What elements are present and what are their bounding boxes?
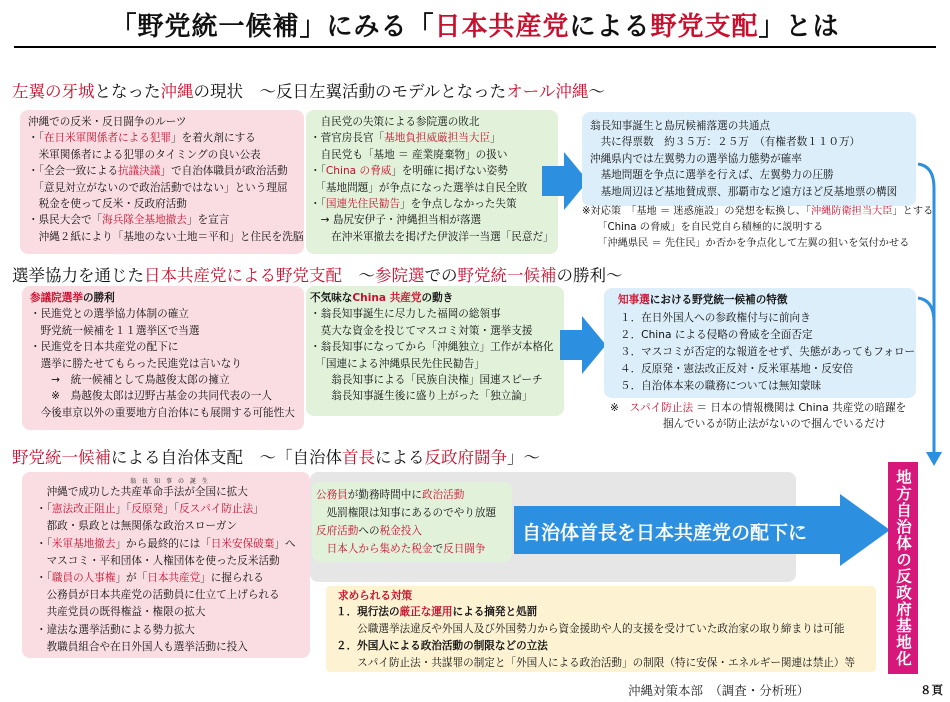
text-line: 反府活動への税金投入 <box>316 525 422 537</box>
text-line: 翁長知事誕生後に盛り上がった「独立論」 <box>310 390 533 403</box>
footer-credit: 沖縄対策本部 （調査・分析班） <box>628 683 810 698</box>
s3-green-text <box>316 486 496 558</box>
section2-heading: 選挙協力を通じた日本共産党による野党支配 ～参院選での野党統一候補の勝利～ <box>12 266 623 285</box>
text-line: 基地問題を争点に選挙を行えば、左翼勢力の圧勝 <box>590 169 834 182</box>
text-line: 在沖米軍撤去を掲げた伊波洋一当選「民意だ」 <box>310 230 554 243</box>
text-line: 公務員が勤務時間中に政治活動 <box>316 489 465 501</box>
s3-pink-text <box>36 484 296 656</box>
text-line: 莫大な資金を投じてマスコミ対策・選挙支援 <box>310 324 533 337</box>
text-line: 基地周辺ほど基地賛成票、那覇市など遠方ほど反基地票の構図 <box>590 185 898 198</box>
text-line: スパイ防止法・共謀罪の制定と「外国人による政治活動」の制限（特に安保・エネルギー関連は禁止）等 <box>336 657 856 669</box>
text-line: 「国連による沖縄県民先住民勧告」 <box>310 357 485 370</box>
band-label: 自治体首長を日本共産党の配下に <box>522 522 808 544</box>
s2-blue-header: 知事選における野党統一候補の特徴 <box>618 294 788 306</box>
s1-note <box>582 204 933 252</box>
text-line: ・翁長知事誕生に尽力した福岡の総領事 <box>310 308 501 321</box>
text-line: マスコミ・平和団体・人権団体を使った反米活動 <box>36 554 280 567</box>
text-line: 共に得票数 約３５万：２５万 （有権者数１１０万） <box>590 136 861 149</box>
s2-note <box>610 400 906 432</box>
text-line: ・違法な選挙活動による勢力拡大 <box>36 623 195 636</box>
text-line: 公職選挙法違反や外国人及び外国勢力から資金援助や人的支援を受けていた政治家の取り締まりは可能 <box>336 623 845 635</box>
text-line: 野党統一候補を１１選挙区で当選 <box>30 324 200 337</box>
text-line: ・民進党との選挙協力体制の確立 <box>30 308 189 321</box>
text-line: → 統一候補として鳥越俊太郎の擁立 <box>30 374 230 387</box>
text-line: 不気味なChina 共産党の動き <box>310 292 454 304</box>
s2-green-text <box>310 290 554 405</box>
text-line: 公務員が日本共産党の活動員に仕立て上げられる <box>36 589 280 602</box>
text-line: 「沖縄県民 ＝ 先住民」か否かを争点化して左翼の狙いを気付かせる <box>582 238 910 249</box>
text-line: 米軍関係者による犯罪のタイミングの良い公表 <box>28 148 261 161</box>
text-line: 自民党も「基地 ＝ 産業廃棄物」の扱い <box>310 148 508 161</box>
text-line: １．在日外国人への参政権付与に前向き <box>620 312 811 324</box>
text-line: ・「国連先住民勧告」を争点しなかった失策 <box>310 198 517 211</box>
text-line: ・「全会一致による抗議決議」で自治体職員が政治活動 <box>28 165 288 178</box>
title-underline <box>14 46 936 48</box>
s1-blue-text <box>590 118 897 200</box>
text-line: 沖縄で成功した共産革命手法が全国に拡大 <box>36 486 248 498</box>
text-line: ・「米軍基地撤去」から最終的には「日米安保破棄」へ <box>36 537 296 550</box>
text-line: ３．マスコミが否定的な報道をせず、失態があってもフォロー <box>620 346 916 358</box>
s2-blue-text <box>620 310 915 395</box>
text-line: ２．外国人による政治活動の制限などの立法 <box>336 640 548 652</box>
s2-pink-text <box>30 290 295 421</box>
text-line: ※ スパイ防止法 ＝ 日本の情報機関は China 共産党の暗躍を <box>610 402 907 414</box>
text-line: ・菅官房長官「基地負担威厳担当大臣」 <box>310 132 501 145</box>
section3-heading: 野党統一候補による自治体支配 ～「自治体首長による反政府闘争」～ <box>12 448 540 467</box>
text-line: 「基地問題」が争点になった選挙は自民全敗 <box>310 181 528 194</box>
page-title: 「野党統一候補」にみる「日本共産党による野党支配」とは <box>110 12 840 42</box>
section1-heading: 左翼の牙城となった沖縄の現状 ～反日左翼活動のモデルとなったオール沖縄～ <box>12 82 605 101</box>
text-line: 共産党員の既得権益・権限の拡大 <box>36 606 206 619</box>
text-line: 沖縄２紙により「基地のない土地＝平和」と住民を洗脳 <box>28 230 304 243</box>
text-line: 「China の脅威」を自民党自ら積極的に説明する <box>582 222 824 233</box>
text-line: ・県民大会で「海兵隊全基地撤去」を宣言 <box>28 214 230 227</box>
text-line: ・民進党を日本共産党の配下に <box>30 341 179 354</box>
text-line: 掴んでいるが防止法がないので掴んでいるだけ <box>610 418 886 430</box>
text-line: ※ 鳥越俊太郎は辺野古基金の共同代表の一人 <box>30 390 272 403</box>
measures-text <box>336 604 855 672</box>
text-line: １．現行法の厳正な運用による摘発と処罰 <box>336 606 538 618</box>
text-line: ４．反原発・憲法改正反対・反米軍基地・反安倍 <box>620 363 854 375</box>
text-line: 翁長知事による「民族自決権」国連スピーチ <box>310 374 543 387</box>
text-line: 税金を使って反米・反政府活動 <box>28 198 187 211</box>
text-line: ・「憲法改正阻止」「反原発」「反スパイ防止法」 <box>36 503 264 516</box>
text-line: ・「在日米軍関係者による犯罪」を着火剤にする <box>28 132 256 145</box>
text-line: 教職員組合や在日外国人も選挙活動に投入 <box>36 640 248 653</box>
text-line: ５．自治体本来の職務については無知蒙昧 <box>620 380 822 392</box>
text-line: 選挙に勝たせてもらった民進党は言いなり <box>30 357 242 370</box>
text-line: ・翁長知事になってから「沖縄独立」工作が本格化 <box>310 341 554 354</box>
vertical-label: 地方自治体の反政府基地化 <box>888 462 918 674</box>
text-line: ※対応策 「基地 ＝ 迷惑施設」の発想を転換し、「沖縄防衛担当大臣」とする <box>582 206 934 217</box>
text-line: 翁長知事誕生と島尻候補落選の共通点 <box>590 120 771 132</box>
text-line: → 島尻安伊子・沖縄担当相が落選 <box>310 214 482 227</box>
text-line: ・「China の脅威」を明確に掲げない姿勢 <box>310 165 508 178</box>
text-line: 自民党の失策による参院選の敗北 <box>310 116 480 128</box>
text-line: 沖縄県内では左翼勢力の選挙協力態勢が確率 <box>590 152 802 165</box>
text-line: 都政・県政とは無関係な政治スローガン <box>36 520 238 533</box>
text-line: 沖縄での反米・反日闘争のルーツ <box>28 116 187 128</box>
text-line: 今後車京以外の重要地方自治体にも展開する可能性大 <box>30 406 295 419</box>
ruby-annotation: 翁 長 知 事 の 誕 生 <box>130 478 209 485</box>
s1-green-text <box>310 114 554 245</box>
s1-pink-text <box>28 114 303 245</box>
measures-header: 求められる対策 <box>338 590 413 602</box>
text-line: 処罰権限は知事にあるのでやり放題 <box>316 507 497 519</box>
text-line: 「意見対立がないので政治活動ではない」という理屈 <box>28 181 288 194</box>
text-line: ２．China による侵略の脅威を全面否定 <box>620 329 813 341</box>
page-number: ８頁 <box>920 683 943 697</box>
text-line: 日本人から集めた税金で反日闘争 <box>326 543 486 555</box>
text-line: ・「職員の人事権」が「日本共産党」に握られる <box>36 572 264 585</box>
text-line: 参議院選挙の勝利 <box>30 292 115 304</box>
right-arrow-icon <box>560 316 606 374</box>
